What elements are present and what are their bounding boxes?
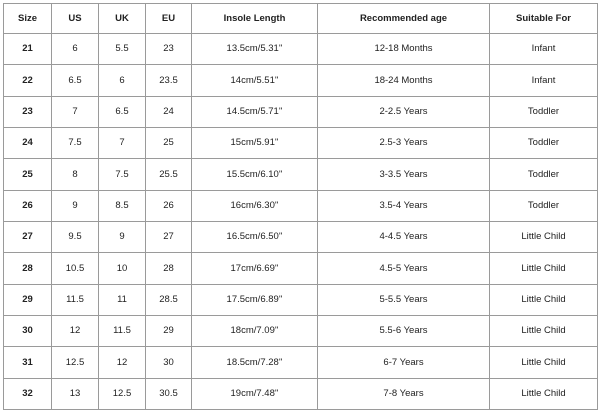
insole-length-cell: 18cm/7.09'' <box>192 315 318 346</box>
recommended-age-cell: 12-18 Months <box>318 34 490 65</box>
table-row <box>4 65 598 96</box>
header-row <box>4 4 598 34</box>
eu-cell: 30 <box>146 347 192 378</box>
us-cell: 13 <box>52 378 99 409</box>
eu-cell: 30.5 <box>146 378 192 409</box>
header-uk: UK <box>99 4 146 34</box>
suitable-for-cell: Little Child <box>490 315 598 346</box>
eu-cell: 23.5 <box>146 65 192 96</box>
size-cell: 31 <box>4 347 52 378</box>
uk-cell: 12 <box>99 347 146 378</box>
size-cell: 28 <box>4 253 52 284</box>
table-row <box>4 34 598 65</box>
insole-length-cell: 18.5cm/7.28'' <box>192 347 318 378</box>
recommended-age-cell: 3.5-4 Years <box>318 190 490 221</box>
us-cell: 12.5 <box>52 347 99 378</box>
us-cell: 6.5 <box>52 65 99 96</box>
insole-length-cell: 17cm/6.69'' <box>192 253 318 284</box>
uk-cell: 11.5 <box>99 315 146 346</box>
suitable-for-cell: Toddler <box>490 127 598 158</box>
us-cell: 9 <box>52 190 99 221</box>
table-row <box>4 347 598 378</box>
size-cell: 25 <box>4 159 52 190</box>
size-cell: 22 <box>4 65 52 96</box>
eu-cell: 25 <box>146 127 192 158</box>
size-cell: 32 <box>4 378 52 409</box>
eu-cell: 25.5 <box>146 159 192 190</box>
suitable-for-cell: Little Child <box>490 253 598 284</box>
suitable-for-cell: Little Child <box>490 284 598 315</box>
suitable-for-cell: Toddler <box>490 159 598 190</box>
eu-cell: 28.5 <box>146 284 192 315</box>
uk-cell: 7 <box>99 127 146 158</box>
uk-cell: 5.5 <box>99 34 146 65</box>
table-row <box>4 221 598 252</box>
uk-cell: 8.5 <box>99 190 146 221</box>
table-row <box>4 96 598 127</box>
us-cell: 7 <box>52 96 99 127</box>
insole-length-cell: 13.5cm/5.31'' <box>192 34 318 65</box>
eu-cell: 29 <box>146 315 192 346</box>
header-us: US <box>52 4 99 34</box>
eu-cell: 23 <box>146 34 192 65</box>
recommended-age-cell: 5.5-6 Years <box>318 315 490 346</box>
table-row <box>4 253 598 284</box>
insole-length-cell: 15.5cm/6.10'' <box>192 159 318 190</box>
size-chart <box>3 3 597 410</box>
table-row <box>4 127 598 158</box>
us-cell: 11.5 <box>52 284 99 315</box>
uk-cell: 10 <box>99 253 146 284</box>
uk-cell: 7.5 <box>99 159 146 190</box>
uk-cell: 6 <box>99 65 146 96</box>
us-cell: 9.5 <box>52 221 99 252</box>
recommended-age-cell: 18-24 Months <box>318 65 490 96</box>
size-cell: 26 <box>4 190 52 221</box>
suitable-for-cell: Little Child <box>490 378 598 409</box>
eu-cell: 27 <box>146 221 192 252</box>
recommended-age-cell: 4.5-5 Years <box>318 253 490 284</box>
insole-length-cell: 17.5cm/6.89'' <box>192 284 318 315</box>
uk-cell: 12.5 <box>99 378 146 409</box>
header-eu: EU <box>146 4 192 34</box>
eu-cell: 28 <box>146 253 192 284</box>
recommended-age-cell: 7-8 Years <box>318 378 490 409</box>
suitable-for-cell: Infant <box>490 65 598 96</box>
size-cell: 21 <box>4 34 52 65</box>
header-insole-length: Insole Length <box>192 4 318 34</box>
recommended-age-cell: 5-5.5 Years <box>318 284 490 315</box>
uk-cell: 9 <box>99 221 146 252</box>
recommended-age-cell: 2-2.5 Years <box>318 96 490 127</box>
insole-length-cell: 14cm/5.51'' <box>192 65 318 96</box>
header-size: Size <box>4 4 52 34</box>
insole-length-cell: 16cm/6.30'' <box>192 190 318 221</box>
suitable-for-cell: Toddler <box>490 96 598 127</box>
insole-length-cell: 16.5cm/6.50'' <box>192 221 318 252</box>
recommended-age-cell: 6-7 Years <box>318 347 490 378</box>
us-cell: 6 <box>52 34 99 65</box>
us-cell: 7.5 <box>52 127 99 158</box>
uk-cell: 6.5 <box>99 96 146 127</box>
table-row <box>4 378 598 409</box>
size-cell: 23 <box>4 96 52 127</box>
us-cell: 12 <box>52 315 99 346</box>
eu-cell: 26 <box>146 190 192 221</box>
size-cell: 30 <box>4 315 52 346</box>
uk-cell: 11 <box>99 284 146 315</box>
us-cell: 10.5 <box>52 253 99 284</box>
table-row <box>4 190 598 221</box>
recommended-age-cell: 3-3.5 Years <box>318 159 490 190</box>
recommended-age-cell: 4-4.5 Years <box>318 221 490 252</box>
insole-length-cell: 19cm/7.48'' <box>192 378 318 409</box>
table-row <box>4 159 598 190</box>
recommended-age-cell: 2.5-3 Years <box>318 127 490 158</box>
table-row <box>4 284 598 315</box>
us-cell: 8 <box>52 159 99 190</box>
insole-length-cell: 15cm/5.91'' <box>192 127 318 158</box>
eu-cell: 24 <box>146 96 192 127</box>
table-body <box>4 34 598 410</box>
insole-length-cell: 14.5cm/5.71'' <box>192 96 318 127</box>
header-suitable-for: Suitable For <box>490 4 598 34</box>
suitable-for-cell: Infant <box>490 34 598 65</box>
size-cell: 29 <box>4 284 52 315</box>
size-chart-table <box>3 3 598 410</box>
suitable-for-cell: Little Child <box>490 221 598 252</box>
suitable-for-cell: Toddler <box>490 190 598 221</box>
size-cell: 24 <box>4 127 52 158</box>
suitable-for-cell: Little Child <box>490 347 598 378</box>
table-row <box>4 315 598 346</box>
header-recommended-age: Recommended age <box>318 4 490 34</box>
size-cell: 27 <box>4 221 52 252</box>
